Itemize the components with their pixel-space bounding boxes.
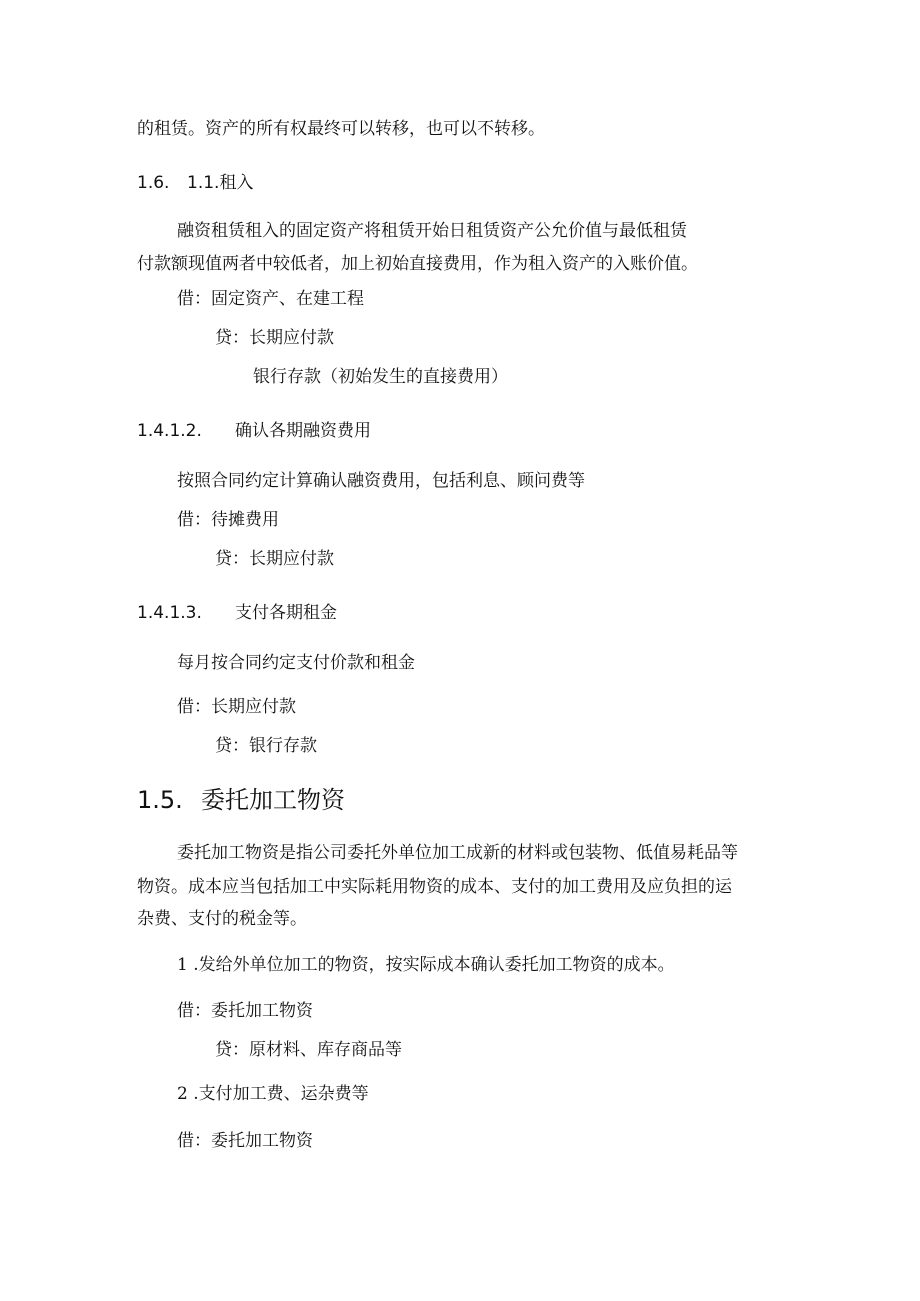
paragraph-line: 按照合同约定计算确认融资费用，包括利息、顾问费等 (177, 471, 585, 491)
journal-debit-line: 借：待摊费用 (177, 510, 279, 530)
heading-text: 确认各期融资费用 (235, 421, 371, 441)
paragraph-line: 物资。成本应当包括加工中实际耗用物资的成本、支付的加工费用及应负担的运 (137, 877, 732, 897)
list-item: 2 .支付加工费、运杂费等 (177, 1084, 369, 1104)
journal-credit-line: 贷：原材料、库存商品等 (215, 1040, 402, 1060)
paragraph-line: 委托加工物资是指公司委托外单位加工成新的材料或包装物、低值易耗品等 (177, 843, 738, 863)
journal-credit-line: 贷：长期应付款 (215, 549, 334, 569)
section-heading-1-4-1-2 (137, 416, 371, 441)
heading-text: 委托加工物资 (201, 786, 345, 814)
heading-text: 1.1.租入 (187, 173, 254, 193)
section-heading-1-5 (137, 780, 345, 815)
journal-debit-line: 借：固定资产、在建工程 (177, 289, 364, 309)
heading-number: 1.4.1.3. (137, 603, 202, 623)
paragraph-line: 每月按合同约定支付价款和租金 (177, 653, 415, 673)
paragraph-line: 杂费、支付的税金等。 (137, 909, 307, 929)
journal-debit-line: 借：委托加工物资 (177, 1131, 313, 1151)
section-heading-1-6 (137, 168, 253, 193)
paragraph-line: 的租赁。资产的所有权最终可以转移，也可以不转移。 (137, 119, 545, 139)
journal-credit-line: 贷：银行存款 (215, 736, 317, 756)
journal-debit-line: 借：长期应付款 (177, 697, 296, 717)
list-item: 1 .发给外单位加工的物资，按实际成本确认委托加工物资的成本。 (177, 955, 675, 975)
journal-credit-line: 银行存款（初始发生的直接费用） (253, 367, 508, 387)
journal-credit-line: 贷：长期应付款 (215, 328, 334, 348)
heading-text: 支付各期租金 (235, 603, 337, 623)
heading-number: 1.4.1.2. (137, 421, 202, 441)
heading-number: 1.6. (137, 173, 170, 193)
paragraph-line: 付款额现值两者中较低者，加上初始直接费用，作为租入资产的入账价值。 (137, 254, 698, 274)
heading-number: 1.5. (137, 786, 183, 814)
section-heading-1-4-1-3 (137, 598, 337, 623)
journal-debit-line: 借：委托加工物资 (177, 1001, 313, 1021)
paragraph-line: 融资租赁租入的固定资产将租赁开始日租赁资产公允价值与最低租赁 (177, 221, 687, 241)
